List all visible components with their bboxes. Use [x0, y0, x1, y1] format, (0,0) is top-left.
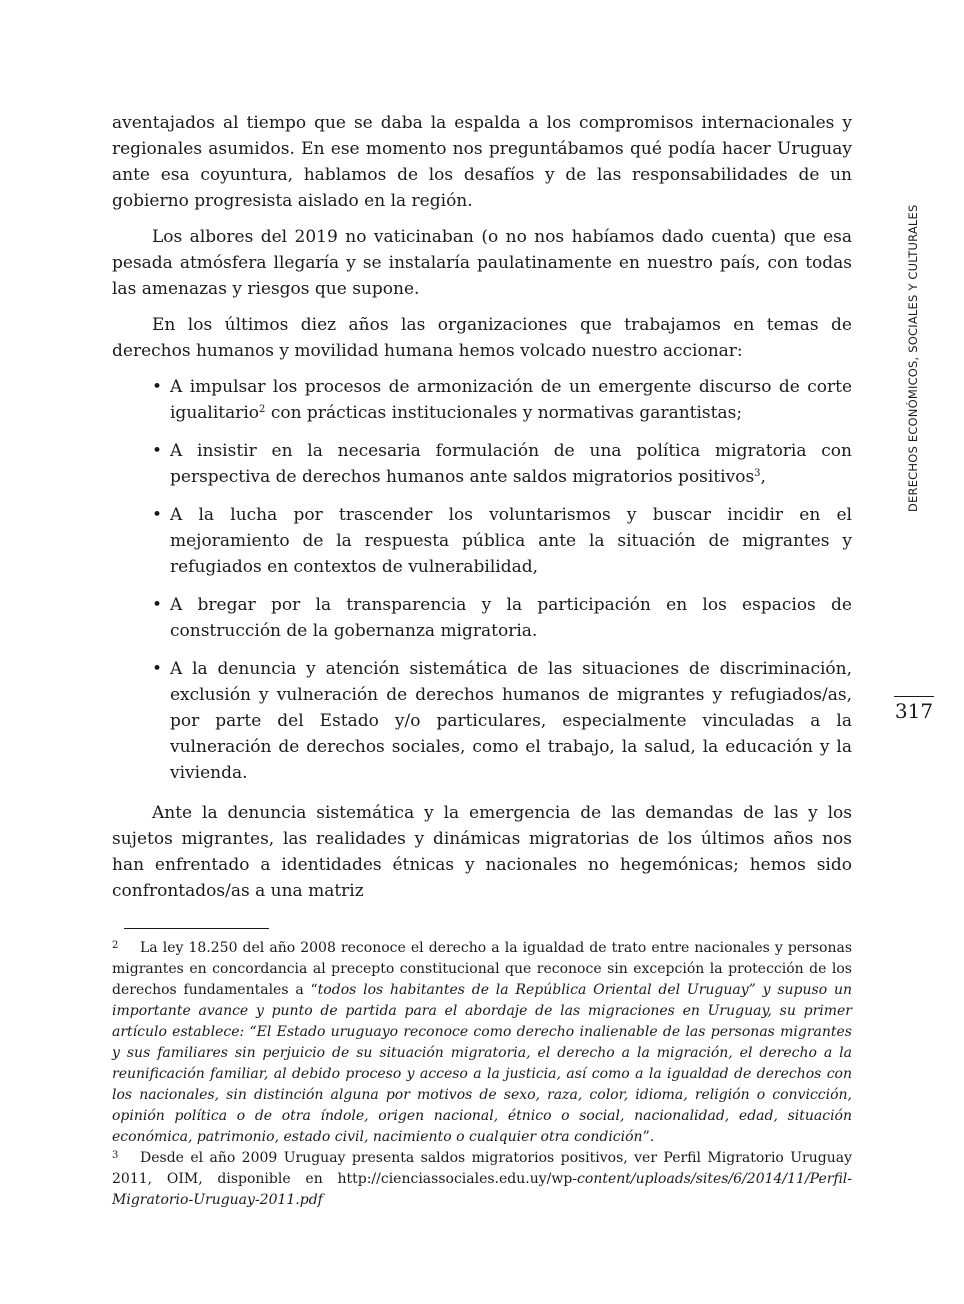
paragraph-3: En los últimos diez años las organizaciones que trabajamos en temas de derechos humanos y movilidad humana hemos volcado nuestro accionar: — [112, 315, 852, 361]
footnote-divider — [124, 928, 269, 929]
paragraph-1: aventajados al tiempo que se daba la espalda a los compromisos internacionales y regionales asumidos. En ese momento nos preguntábamos qué podía hacer Uruguay ante esa coyuntura, hablamos de los desafíos y de las responsabilidades de un gobierno progresista aislado en la región. — [112, 113, 852, 211]
footnote-ref-3[interactable]: 3 — [754, 468, 761, 479]
footnote-text-end: ”. — [642, 1129, 655, 1145]
footnote-link[interactable]: content/uploads/sites/6/2014/11/Perfil-Migratorio-Uruguay-2011.pdf — [112, 1171, 852, 1208]
list-item — [112, 502, 852, 580]
bullet-icon: • — [152, 595, 163, 615]
footnote-text: Desde el año 2009 Uruguay presenta saldos migratorios positivos, ver Perfil Migratorio Uruguay 2011, OIM, disponible en http://cienciassociales.edu.uy/wp- — [112, 1150, 852, 1187]
list-item-text: A bregar por la transparencia y la participación en los espacios de construcción de la gobernanza migratoria. — [170, 595, 852, 641]
paragraph-2: Los albores del 2019 no vaticinaban (o no nos habíamos dado cuenta) que esa pesada atmósfera llegaría y se instalaría paulatinamente en nuestro país, con todas las amenazas y riesgos que supone. — [112, 227, 852, 299]
list-item — [112, 374, 852, 426]
footnote-ref-2[interactable]: 2 — [259, 404, 266, 415]
footnote-quote: todos los habitantes de la República Oriental del Uruguay” y supuso un importante avance y punto de partida para el abordaje de las migraciones en Uruguay, su primer artículo establece: “El Estado uruguayo reconoce como derecho inalienable de las personas migrantes y sus familiares sin perjuicio de su situación migratoria, el derecho a la migración, el derecho a la reunificación familiar, al debido proceso y acceso a la justicia, así como a la igualdad de derechos con los nacionales, sin distinción alguna por motivos de sexo, raza, color, idioma, religión o convicción, opinión política o de otra índole, origen nacional, étnico o social, nacionalidad, edad, situación económica, patrimonio, estado civil, nacimiento o cualquier otra condición — [112, 982, 852, 1145]
paragraph-4: Ante la denuncia sistemática y la emergencia de las demandas de las y los sujetos migrantes, las realidades y dinámicas migratorias de los últimos años nos han enfrentado a identidades étnicas y nacionales no hegemónicas; hemos sido confrontados/as a una matriz — [112, 803, 852, 901]
section-title: DERECHOS ECONÓMICOS, SOCIALES Y CULTURALES — [906, 204, 920, 512]
list-item — [112, 438, 852, 490]
page-number: 317 — [894, 696, 934, 723]
bullet-icon: • — [152, 659, 163, 679]
list-item — [112, 656, 852, 786]
bullet-icon: • — [152, 441, 163, 461]
body-text — [112, 110, 852, 914]
list-item — [112, 592, 852, 644]
list-item-text: A insistir en la necesaria formulación de una política migratoria con perspectiva de derechos humanos ante saldos migratorios positivos — [170, 441, 852, 487]
footnote-text: La ley 18.250 del año 2008 reconoce el derecho a la igualdad de trato entre nacionales y personas migrantes en concordancia al precepto constitucional que reconoce sin excepción la protección de los derechos fundamentales a “ — [112, 940, 852, 998]
list-item-text: A la denuncia y atención sistemática de las situaciones de discriminación, exclusión y vulneración de derechos humanos de migrantes y refugiados/as, por parte del Estado y/o particulares, especialmente vinculadas a la vulneración de derechos sociales, como el trabajo, la salud, la educación y la vivienda. — [170, 659, 852, 783]
footnotes — [112, 938, 852, 1211]
footnote-2: 2 La ley 18.250 del año 2008 reconoce el derecho a la igualdad de trato entre nacionales y personas migrantes en concordancia al precepto constitucional que reconoce sin excepción la protección de los derechos fundamentales a “todos los habitantes de la República Oriental del Uruguay” y supuso un importante avance y punto de partida para el abordaje de las migraciones en Uruguay, su primer artículo establece: “El Estado uruguayo reconoce como derecho inalienable de las personas migrantes y sus familiares sin perjuicio de su situación migratoria, el derecho a la migración, el derecho a la reunificación familiar, al debido proceso y acceso a la justicia, así como a la igualdad de derechos con los nacionales, sin distinción alguna por motivos de sexo, raza, color, idioma, religión o convicción, opinión política o de otra índole, origen nacional, étnico o social, nacionalidad, edad, situación económica, patrimonio, estado civil, nacimiento o cualquier otra condición”. — [112, 940, 852, 1145]
footnote-3: 3 Desde el año 2009 Uruguay presenta saldos migratorios positivos, ver Perfil Migratorio Uruguay 2011, OIM, disponible en http://cienciassociales.edu.uy/wp-content/uploads/sites/6/2014/11/Perfil-Migratorio-Uruguay-2011.pdf — [112, 1150, 852, 1208]
bullet-icon: • — [152, 505, 163, 525]
running-section-header — [898, 200, 924, 512]
bullet-list — [112, 374, 852, 786]
bullet-icon: • — [152, 377, 163, 397]
list-item-text: A la lucha por trascender los voluntarismos y buscar incidir en el mejoramiento de la respuesta pública ante la situación de migrantes y refugiados en contextos de vulnerabilidad, — [170, 505, 852, 577]
list-item-text-cont: con prácticas institucionales y normativas garantistas; — [265, 403, 743, 423]
list-item-text-cont: , — [760, 467, 766, 487]
list-item-text: A impulsar los procesos de armonización de un emergente discurso de corte igualitario — [170, 377, 852, 423]
